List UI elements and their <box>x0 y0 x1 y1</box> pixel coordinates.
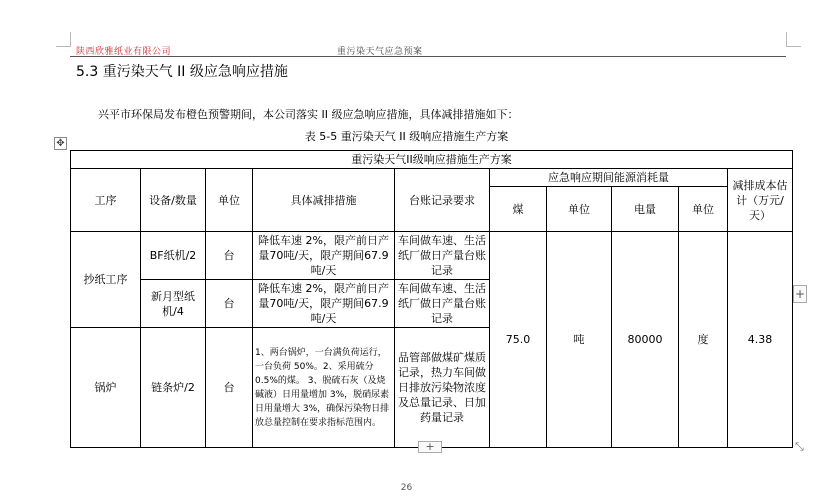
cell-measures: 降低车速 2%，限产前日产量70吨/天，限产期间67.9吨/天 <box>253 232 395 280</box>
cell-process-papermaking: 抄纸工序 <box>71 232 141 328</box>
header-power: 电量 <box>612 187 679 232</box>
response-plan-table <box>70 150 793 448</box>
header-measures: 具体减排措施 <box>253 169 395 232</box>
header-process: 工序 <box>71 169 141 232</box>
cell-measures-boiler <box>253 328 395 448</box>
table-row <box>71 232 793 280</box>
cell-equipment: BF纸机/2 <box>141 232 206 280</box>
table-caption: 表 5-5 重污染天气 II 级响应措施生产方案 <box>304 130 509 143</box>
header-cost: 减排成本估计（万元/天） <box>728 169 793 232</box>
header-energy-group: 应急响应期间能源消耗量 <box>490 169 728 187</box>
header-document-title: 重污染天气应急预案 <box>337 47 423 57</box>
header-coal-unit: 单位 <box>547 187 612 232</box>
cell-equipment: 新月型纸机/4 <box>141 280 206 328</box>
crop-mark-top-right <box>786 32 801 47</box>
table-resize-handle-icon[interactable]: ⤡ <box>795 440 804 453</box>
measures-part-b: 2、采用硫分 0.5%的煤。 3、脱硫石灰（及烧碱液）日用量增加 3%，脱硝尿素日用量增大 3%，确保污染物日排放总量控制在要求指标范围内。 <box>255 361 390 428</box>
cell-cost-value: 4.38 <box>728 232 793 448</box>
cell-records: 品管部做煤矿煤质记录，热力车间做日排放污染物浓度及总量记录、日加药量记录 <box>395 328 490 448</box>
add-column-button[interactable]: + <box>794 287 806 301</box>
header-records: 台账记录要求 <box>395 169 490 232</box>
cell-coal-unit: 吨 <box>547 232 612 448</box>
cell-unit: 台 <box>206 280 253 328</box>
cell-unit: 台 <box>206 232 253 280</box>
header-equipment: 设备/数量 <box>141 169 206 232</box>
header-power-unit: 单位 <box>679 187 728 232</box>
cell-unit: 台 <box>206 328 253 448</box>
header-rule <box>70 56 786 57</box>
cell-power-value: 80000 <box>612 232 679 448</box>
header-company-name: 陕西欣雅纸业有限公司 <box>76 47 172 57</box>
cell-equipment: 链条炉/2 <box>141 328 206 448</box>
measures-part-a: 1、两台锅炉，一台满负荷运行，一台负荷 50%。 <box>255 347 387 372</box>
header-coal: 煤 <box>490 187 547 232</box>
cell-coal-value: 75.0 <box>490 232 547 448</box>
cell-power-unit: 度 <box>679 232 728 448</box>
cell-records: 车间做车速、生活纸厂做日产量台账记录 <box>395 232 490 280</box>
table-move-handle-icon[interactable]: ✥ <box>54 137 67 150</box>
add-row-button[interactable]: + <box>418 441 442 453</box>
cell-process-boiler: 锅炉 <box>71 328 141 448</box>
cell-measures: 降低车速 2%，限产前日产量70吨/天，限产期间67.9吨/天 <box>253 280 395 328</box>
intro-paragraph: 兴平市环保局发布橙色预警期间，本公司落实 II 级应急响应措施，具体减排措施如下： <box>98 108 519 121</box>
section-heading: 5.3 重污染天气 II 级应急响应措施 <box>76 64 288 80</box>
page-number: 26 <box>400 483 413 493</box>
header-unit: 单位 <box>206 169 253 232</box>
cell-records: 车间做车速、生活纸厂做日产量台账记录 <box>395 280 490 328</box>
crop-mark-top-left <box>56 32 71 47</box>
table-title: 重污染天气II级响应措施生产方案 <box>71 151 793 169</box>
